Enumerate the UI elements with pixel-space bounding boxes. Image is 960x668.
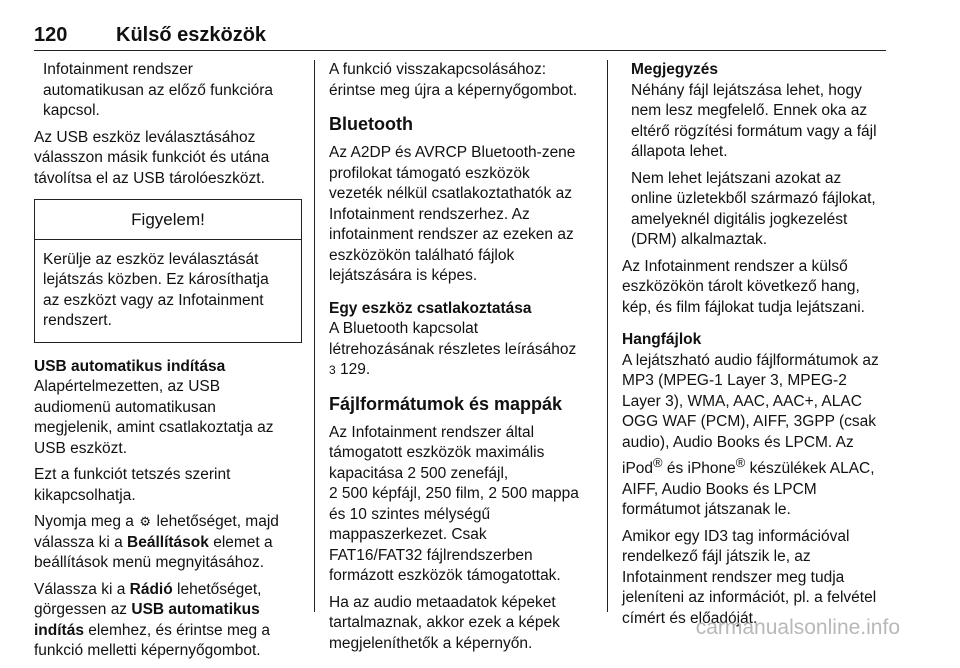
warning-body: Kerülje az eszköz leválasztását lejátszás közben. Ez károsíthatja az eszközt vagy az Infotainment rendszert. <box>43 250 269 329</box>
metadata-text: Ha az audio metaadatok képeket tartalmaznak, akkor ezek a képek megjeleníthetők a képernyőn. <box>329 593 560 652</box>
heading-file-formats: Fájlformátumok és mappák <box>329 393 563 414</box>
bluetooth-text: Az A2DP és AVRCP Bluetooth-zene profilokat támogató eszközök vezeték nélkül csatlakoztathatók az Infotainment rendszerhez. Az infotainment rendszer az ezeken az eszközökön található fájlok lejátszására is képes. <box>329 144 576 284</box>
usb-autostart-term: USB automatikus indítás <box>34 601 260 639</box>
page-ref-arrow-icon: 3 <box>329 363 336 377</box>
warning-title: Figyelem! <box>35 200 301 240</box>
page-header <box>34 20 886 51</box>
warning-box <box>34 199 302 343</box>
column-divider <box>607 60 608 612</box>
usb-autostart-text: Alapértelmezetten, az USB audiomenü automatikusan megjelenik, amint csatlakoztatja az USB eszközt. <box>34 378 274 457</box>
usb-disconnect-text: Az USB eszköz leválasztásához válasszon másik funkciót és utána távolítsa el az USB tárolóeszközt. <box>34 128 270 187</box>
page-number: 120 <box>34 24 68 46</box>
column-left <box>34 60 302 668</box>
id3-text: Amikor egy ID3 tag információval rendelkező fájl játszik le, az Infotainment rendszer meg tudja jeleníteni az információt, pl. a felvétel címért és előadóját. <box>622 527 877 627</box>
radio-instruction: Válassza ki a Rádió lehetőséget, görgessen az USB automatikus indítás elemhez, és érintse meg a funkció melletti képernyőgombot. <box>34 580 271 659</box>
disable-text: Ezt a funkciót tetszés szerint kikapcsolhatja. <box>34 466 231 504</box>
heading-connect-device: Egy eszköz csatlakoztatása <box>329 299 532 317</box>
heading-audio-files: Hangfájlok <box>622 331 702 348</box>
file-formats-text: Az Infotainment rendszer által támogatott eszközök maximális kapacitása 2 500 zenefájl, 2 500 képfájl, 250 film, 2 500 mappa és 10 szintes mélységű mappaszerkezet. Csak FAT16/FAT32 fájlrendszerben formázott eszközök támogatottak. <box>329 423 579 584</box>
column-middle <box>329 60 595 660</box>
radio-term: Rádió <box>129 580 173 598</box>
page-title: Külső eszközök <box>116 24 267 46</box>
reenable-text: A funkció visszakapcsolásához: érintse meg újra a képernyőgombot. <box>329 61 578 99</box>
intro-text: Infotainment rendszer automatikusan az előző funkcióra kapcsol. <box>43 61 274 119</box>
page-ref[interactable]: 129. <box>340 361 371 378</box>
gear-icon: ⚙ <box>139 514 152 529</box>
note-text-2: Nem lehet lejátszani azokat az online üzletekből származó fájlokat, amelyeknél digitális jogkezelést (DRM) alkalmaztak. <box>631 169 876 248</box>
heading-bluetooth: Bluetooth <box>329 114 413 134</box>
audio-formats-text: A lejátszható audio fájlformátumok az MP3 (MPEG-1 Layer 3, MPEG-2 Layer 3), WMA, AAC, AAC+, ALAC OGG WAF (PCM), AIFF, 3GPP (csak audio), Audio Books és LPCM. Az iPod® és iPhone® készülékek ALAC, AIFF, Audio Books és LPCM formátumot játszanak le. <box>622 351 879 519</box>
column-divider <box>314 60 315 612</box>
note-block <box>622 60 892 251</box>
playable-files-text: Az Infotainment rendszer a külső eszközökön tárolt következő hang, kép, és film fájlokat tudja lejátszani. <box>622 257 865 316</box>
watermark: carmanualsonline.info <box>695 616 900 639</box>
note-text-1: Néhány fájl lejátszása lehet, hogy nem lesz megfelelő. Ennek oka az eltérő rögzítési formátum vagy a fájl állapota lehet. <box>631 81 877 160</box>
heading-usb-autostart: USB automatikus indítása <box>34 357 226 375</box>
connect-text: A Bluetooth kapcsolat létrehozásának részletes leírásához 3 129. <box>329 320 577 378</box>
settings-term: Beállítások <box>127 533 209 551</box>
note-title: Megjegyzés <box>631 61 719 78</box>
column-right <box>622 60 892 635</box>
settings-instruction: Nyomja meg a ⚙ lehetőséget, majd válassza ki a Beállítások elemet a beállítások menü megnyitásához. <box>34 513 279 571</box>
